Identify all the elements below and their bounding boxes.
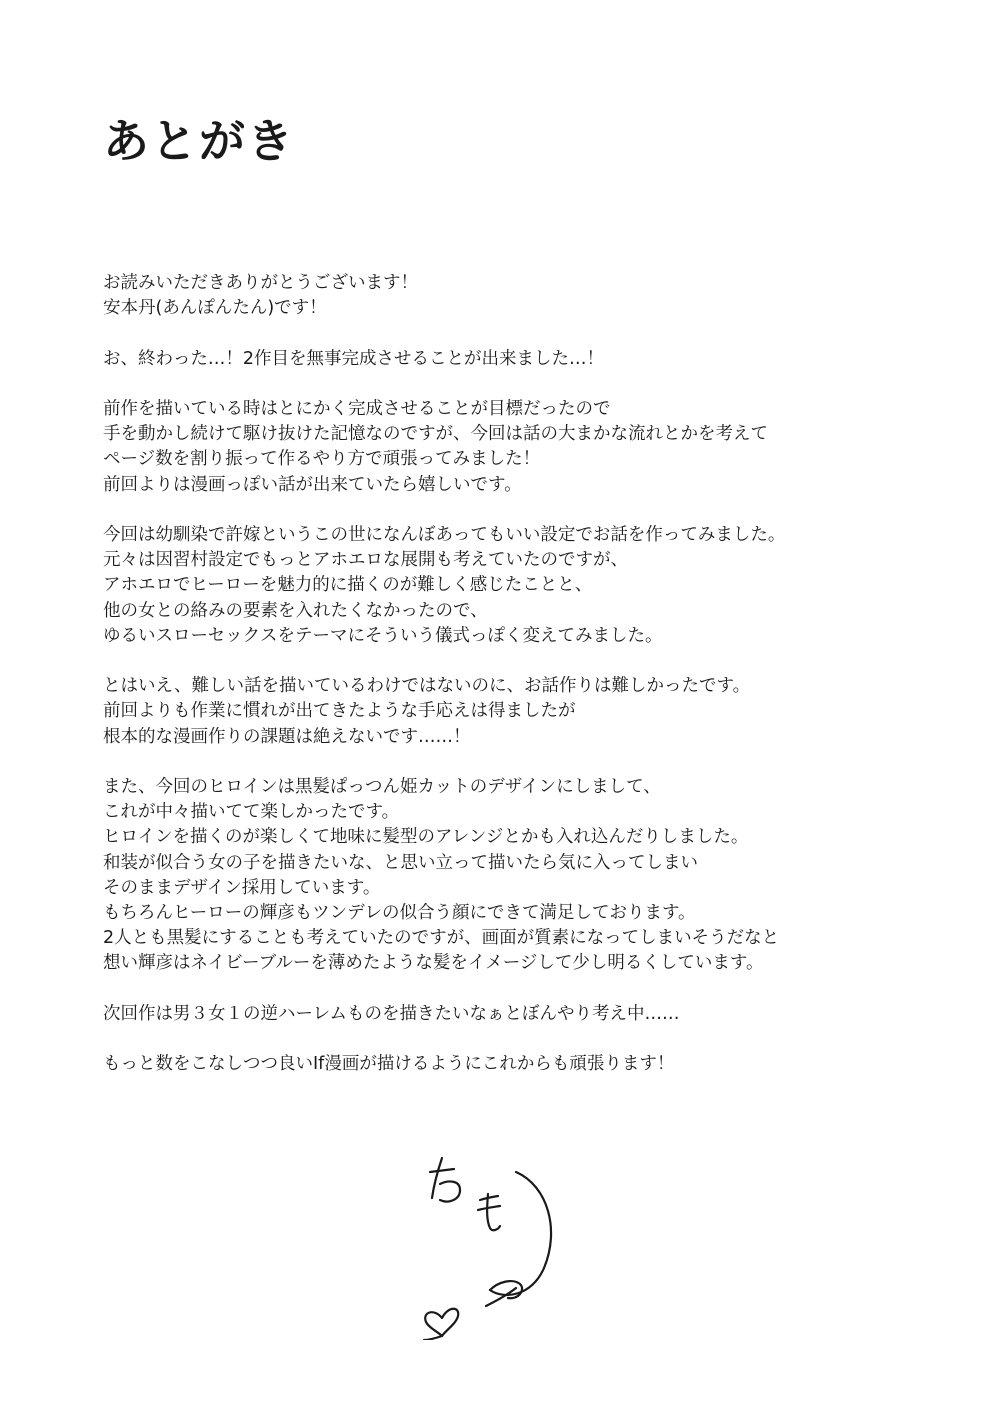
text-line: お、終わった…！2作目を無事完成させることが出来ました…！: [103, 348, 604, 369]
text-line: これが中々描いてて楽しかったです。: [103, 802, 400, 823]
paragraph-3: [103, 397, 943, 498]
text-line: 和装が似合う女の子を描きたいな、と思い立って描いたら気に入ってしまい: [103, 852, 698, 873]
text-line: お読みいただきありがとうございます！: [103, 273, 418, 293]
text-line: 安本丹(あんぽんたん)です！: [103, 298, 327, 319]
text-line: ヒロインを描くのが楽しくて地味に髪型のアレンジとかも入れ込んだりしました。: [103, 827, 749, 848]
text-line: ページ数を割り振って作るやり方で頑張ってみました！: [103, 449, 541, 470]
text-line: 想い輝彦はネイビーブルーを薄めたような髪をイメージして少し明るくしています。: [103, 953, 764, 974]
text-line: ゆるいスローセックスをテーマにそういう儀式っぽく変えてみました。: [103, 625, 663, 646]
text-line: 今回は幼馴染で許嫁というこの世になんぼあってもいい設定でお話を作ってみました。: [103, 524, 786, 545]
paragraph-4: [103, 523, 943, 649]
paragraph-7: [103, 1002, 943, 1027]
text-line: 根本的な漫画作りの課題は絶えないです……！: [103, 726, 471, 747]
paragraph-1: [103, 271, 943, 321]
text-line: アホエロでヒーローを魅力的に描くのが難しく感じたことと、: [103, 575, 593, 596]
signature-drawing: [420, 1150, 570, 1340]
text-line: 前作を描いている時はとにかく完成させることが目標だったので: [103, 398, 611, 419]
text-line: そのままデザイン採用しています。: [103, 877, 381, 898]
paragraph-6: [103, 775, 943, 977]
text-line: 元々は因習村設定でもっとアホエロな展開も考えていたのですが、: [103, 550, 628, 571]
text-line: とはいえ、難しい話を描いているわけではないのに、お話作りは難しかったです。: [103, 676, 751, 697]
text-line: 前回よりも作業に慣れが出てきたような手応えは得ましたが: [103, 701, 576, 722]
text-line: もちろんヒーローの輝彦もツンデレの似合う顔にできて満足しております。: [103, 903, 696, 923]
page-title: あとがき: [103, 114, 295, 168]
text-line: 次回作は男３女１の逆ハーレムものを描きたいなぁとぼんやり考え中……: [103, 1003, 680, 1024]
text-line: もっと数をこなしつつ良いIf漫画が描けるようにこれからも頑張ります！: [103, 1054, 675, 1075]
paragraph-2: [103, 347, 943, 372]
text-line: 他の女との絡みの要素を入れたくなかったので、: [103, 600, 488, 621]
text-line: 2人とも黒髪にすることも考えていたのですが、画面が質素になってしまいそうだなと: [103, 928, 780, 949]
paragraph-5: [103, 674, 943, 750]
afterword-body: [103, 271, 943, 1103]
paragraph-8: [103, 1052, 943, 1077]
text-line: 前回よりは漫画っぽい話が出来ていたら嬉しいです。: [103, 474, 522, 495]
text-line: また、今回のヒロインは黒髪ぱっつん姫カットのデザインにしまして、: [103, 776, 661, 797]
text-line: 手を動かし続けて駆け抜けた記憶なのですが、今回は話の大まかな流れとかを考えて: [103, 424, 768, 445]
